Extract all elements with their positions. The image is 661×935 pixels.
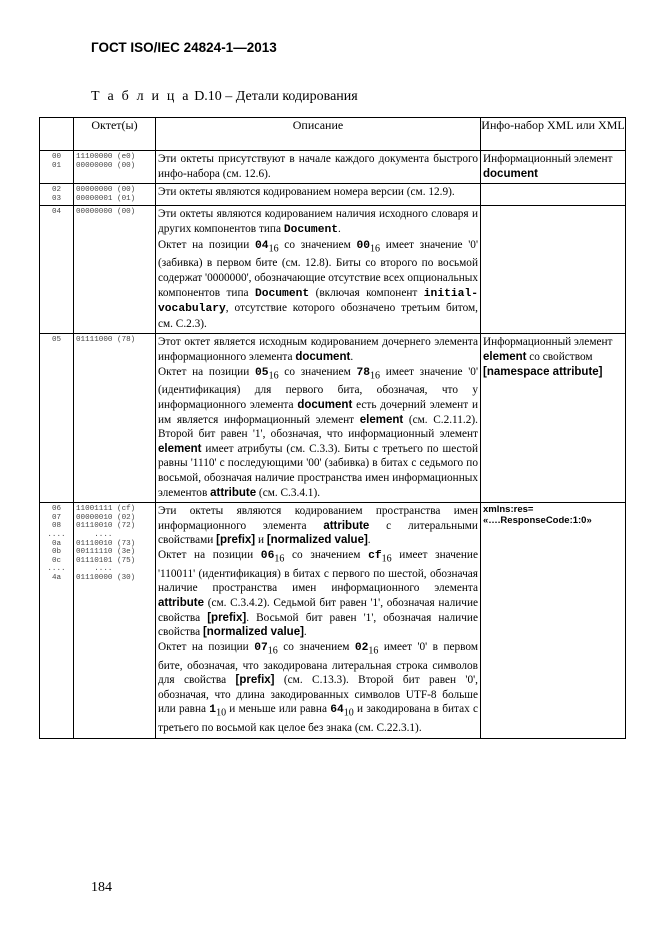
text: со значением <box>278 365 357 378</box>
table-row <box>40 151 626 184</box>
text: Эти октеты являются кодированием наличия исходного словаря и других компонентов типа <box>158 208 478 235</box>
code-term: 06 <box>260 549 275 562</box>
text: (см. C.3.4.1). <box>256 486 321 499</box>
text: , отсутствие которого обозначено третьим битом, см. C.2.3). <box>158 302 478 330</box>
text: с литеральными свойствами <box>158 519 478 547</box>
subscript: 16 <box>368 645 379 656</box>
text: и <box>255 534 267 547</box>
subscript: 16 <box>268 369 279 381</box>
text: имеет атрибуты (см. C.3.3). Биты с третьего по шестой равны '1110' с последующими '00' (забивка) в битах с седьмого по восьмой, обозначая наличие пространства имен информационных элементов <box>158 442 478 499</box>
text: (см. C.13.3). Второй бит равен '0', обозначая, что длина закодированных символов UTF-8 больше или равна <box>158 674 478 716</box>
infoset-cell <box>481 206 626 334</box>
description-paragraph <box>158 238 478 332</box>
infoset-text: со свойством <box>526 351 593 364</box>
text: имеет '0' в первом бите, обозначая, что закодирована литеральная строка символов для свойства <box>158 640 479 687</box>
infoset-cell <box>481 503 626 739</box>
code-term: 00 <box>356 239 371 252</box>
keyword: [prefix] <box>235 674 275 687</box>
infoset-cell <box>481 334 626 503</box>
infoset-keyword: [namespace attribute] <box>483 366 603 379</box>
table-row <box>40 184 626 206</box>
encoding-table <box>39 117 626 739</box>
position-cell: 02 03 <box>40 184 74 206</box>
infoset-text: Информационный элемент <box>483 336 613 349</box>
description-cell: Эти октеты присутствуют в начале каждого документа быстрого инфо-набора (см. 12.6). <box>156 151 481 184</box>
keyword: attribute <box>323 519 370 532</box>
infoset-cell <box>481 184 626 206</box>
subscript: 16 <box>267 645 278 656</box>
code-term: 07 <box>254 641 268 654</box>
keyword: element <box>359 413 404 426</box>
code-term: Document <box>283 223 339 236</box>
description-paragraph: Эти октеты являются кодированием наличия исходного словаря и других компонентов типа Document. <box>158 208 478 236</box>
code-term: 04 <box>255 239 269 252</box>
table-header-row <box>40 118 626 151</box>
subscript: 16 <box>274 553 285 565</box>
header-infoset: Инфо-набор XML или XML <box>481 118 626 151</box>
keyword: element <box>158 442 202 455</box>
text: со значением <box>277 640 355 653</box>
text: (см. C.2.11.2). Второй бит равен '1', обозначая, что информационный элемент <box>158 413 478 441</box>
keyword: [prefix] <box>216 534 256 547</box>
text: имеет значение '0' (забивка) в первом бите (см. 12.8). Биты со второго по восьмой содержат '0000000', обозначающие отсутствие всех опциональных компонентов типа <box>158 238 478 299</box>
text: имеет значение '110011' (идентификация) в битах с первого по шестой, обозначая наличие пространства имен информационного элемента <box>158 548 478 595</box>
description-paragraph: Эти октеты являются кодированием пространства имен информационного элемента attribute с литеральными свойствами [prefix] и [normalized value]. <box>158 505 478 547</box>
subscript: 16 <box>370 242 381 254</box>
keyword: attribute <box>158 596 204 609</box>
text: Октет на позиции <box>158 238 255 251</box>
description-cell <box>156 206 481 334</box>
table-row <box>40 503 626 739</box>
keyword: [normalized value] <box>266 534 368 547</box>
octets-cell: 00000000 (00) 00000001 (01) <box>74 184 156 206</box>
position-cell: 04 <box>40 206 74 334</box>
document-header: ГОСТ ISO/IEC 24824-1—2013 <box>91 40 277 55</box>
table-caption <box>91 89 358 105</box>
position-cell: 05 <box>40 334 74 503</box>
subscript: 16 <box>268 242 279 254</box>
description-cell <box>156 334 481 503</box>
header-octets: Октет(ы) <box>74 118 156 151</box>
text: . Восьмой бит равен '1', обозначая наличие свойства <box>158 611 478 639</box>
text: Этот октет является исходным кодированием дочернего элемента информационного элемента <box>158 336 478 363</box>
page-number: 184 <box>91 880 112 895</box>
description-paragraph: Октет на позиции $06_{16}$ со значением $cf_{16}$ имеет значение '110011' (идентификация) в битах с первого по шестой, обозначая наличие пространства имен информационного элемента attribute (см. C.3.4.2). Седьмой бит равен '1', обозначая наличие свойства [prefix]. Восьмой бит равен '1', обозначая наличие свойства [normalized value]. <box>158 548 478 639</box>
caption-prefix: Т а б л и ц а <box>91 89 191 104</box>
table-row <box>40 334 626 503</box>
header-description: Описание <box>156 118 481 151</box>
keyword: document <box>297 399 353 411</box>
code-term: initial-vocabulary <box>158 287 478 316</box>
text: со значением <box>278 238 357 251</box>
code-term: 05 <box>255 366 269 379</box>
subscript: 16 <box>370 369 381 381</box>
caption-text: D.10 – Детали кодирования <box>190 89 358 104</box>
keyword: [normalized value] <box>202 626 304 639</box>
text: (см. C.3.4.2). Седьмой бит равен '1', обозначая наличие свойства <box>158 596 478 624</box>
text: Октет на позиции <box>158 548 261 561</box>
text: Октет на позиции <box>158 365 255 378</box>
text: имеет значение '0' (идентификация) для первого бита, обозначая, что у информационного элемента <box>158 365 478 411</box>
code-term: 78 <box>356 366 371 379</box>
code-term: cf <box>368 549 382 562</box>
code-term: 64 <box>330 704 344 717</box>
code-term: 02 <box>354 641 369 654</box>
infoset-cell <box>481 151 626 184</box>
text: есть дочерний элемент и им является информационный элемент <box>158 399 478 426</box>
infoset-keyword: element <box>483 351 527 364</box>
code-term: Document <box>254 287 310 300</box>
text: со значением <box>284 548 369 561</box>
subscript: 16 <box>381 553 392 565</box>
description-cell <box>156 503 481 739</box>
text: Эти октеты являются кодированием пространства имен информационного элемента <box>158 505 478 532</box>
subscript: 10 <box>343 707 354 719</box>
infoset-keyword: document <box>483 168 538 180</box>
code-term: 1 <box>209 704 217 717</box>
keyword: document <box>295 350 351 363</box>
infoset-text: Информационный элемент <box>483 153 613 165</box>
keyword: [prefix] <box>207 611 247 624</box>
octets-cell: 11001111 (cf) 00000010 (02) 01110010 (72) .... 01110010 (73) 00111110 (3e) 01110101 (75) .... 01110000 (30) <box>74 503 156 739</box>
text: Октет на позиции <box>158 640 255 653</box>
description-paragraph <box>158 640 478 736</box>
xmlns-value: xmlns:res= «….ResponseCode:1:0» <box>483 504 592 527</box>
octets-cell: 11100000 (e0) 00000000 (00) <box>74 151 156 184</box>
subscript: 10 <box>216 707 227 719</box>
description-paragraph <box>158 365 478 501</box>
position-cell: 06 07 08 .... 0a 0b 0c .... 4a <box>40 503 74 739</box>
description-cell: Эти октеты являются кодированием номера версии (см. 12.9). <box>156 184 481 206</box>
text: и меньше или равна <box>226 703 331 716</box>
octets-cell: 00000000 (00) <box>74 206 156 334</box>
description-paragraph: Этот октет является исходным кодированием дочернего элемента информационного элемента document. <box>158 336 478 363</box>
octets-cell: 01111000 (78) <box>74 334 156 503</box>
table-row <box>40 206 626 334</box>
text: (включая компонент <box>309 286 424 299</box>
keyword: attribute <box>210 486 257 499</box>
position-cell: 00 01 <box>40 151 74 184</box>
text: и закодирована в битах с третьего по восьмой как целое без знака (см. C.22.3.1). <box>158 703 479 735</box>
header-position <box>40 118 74 151</box>
